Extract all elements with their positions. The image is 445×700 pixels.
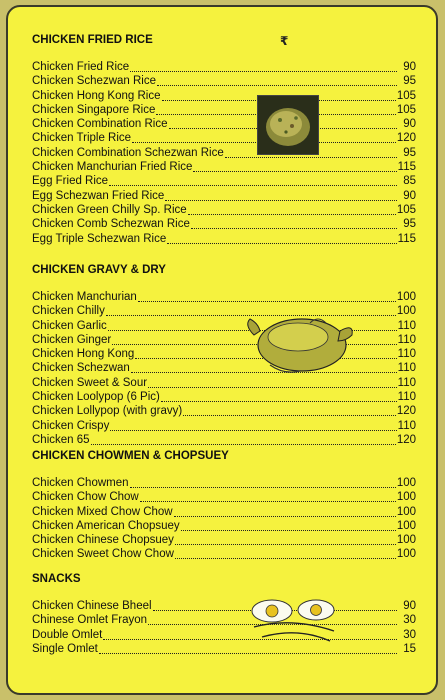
menu-item-name: Chicken Manchurian Fried Rice (32, 161, 193, 174)
leader-dots (181, 521, 396, 531)
menu-item-name: Chicken Schezwan (32, 362, 130, 375)
menu-item-row (32, 89, 416, 103)
menu-item-price: 30 (403, 628, 416, 641)
menu-item-price: 100 (396, 491, 416, 504)
menu-item-row (32, 490, 416, 504)
menu-item-price: 90 (403, 600, 416, 612)
menu-item-row (32, 376, 416, 390)
menu-item-price: 95 (403, 218, 416, 231)
leader-dots (165, 191, 397, 201)
menu-item-name: Chicken Chinese Chopsuey (32, 534, 174, 547)
leader-dots (109, 176, 397, 186)
menu-item-price: 100 (396, 477, 416, 489)
menu-item-row (32, 103, 416, 117)
menu-item-row (32, 642, 416, 656)
menu-item-name: Chicken Fried Rice (32, 61, 130, 73)
menu-page (6, 5, 438, 695)
menu-item-price: 90 (403, 118, 416, 131)
menu-item-price: 100 (396, 548, 416, 561)
menu-item-name: Chinese Omlet Frayon (32, 614, 148, 627)
menu-item-row (32, 347, 416, 361)
menu-item-row (32, 60, 416, 74)
menu-item-name: Chicken Hong Kong Rice (32, 89, 161, 102)
menu-item-row (32, 160, 416, 174)
leader-dots (175, 549, 396, 559)
menu-item-price: 95 (403, 75, 416, 88)
leader-dots (191, 219, 397, 229)
menu-item-row (32, 304, 416, 318)
menu-item-row (32, 404, 416, 418)
menu-item-price: 90 (403, 61, 416, 73)
menu-item-row (32, 613, 416, 627)
menu-item-row (32, 117, 416, 131)
menu-item-name: Egg Fried Rice (32, 175, 109, 188)
menu-item-row (32, 390, 416, 404)
menu-item-price: 95 (403, 146, 416, 159)
leader-dots (167, 234, 396, 244)
menu-item-price: 115 (397, 161, 416, 174)
menu-item-name: Chicken Comb Schezwan Rice (32, 218, 190, 231)
menu-item-row (32, 361, 416, 375)
menu-item-price: 90 (403, 189, 416, 202)
menu-item-price: 120 (396, 433, 416, 446)
menu-item-price: 100 (396, 305, 416, 318)
menu-item-name: Chicken Triple Rice (32, 132, 132, 145)
section-snacks (32, 573, 416, 656)
menu-item-row (32, 433, 416, 447)
menu-item-row (32, 505, 416, 519)
menu-item-row (32, 189, 416, 203)
menu-item-row (32, 74, 416, 88)
section-title: CHICKEN CHOWMEN & CHOPSUEY (32, 450, 229, 462)
menu-item-row (32, 131, 416, 145)
menu-item-row (32, 547, 416, 561)
section-title: CHICKEN FRIED RICE (32, 34, 153, 46)
section-chicken-gravy-dry (32, 264, 416, 447)
menu-item-name: Chicken 65 (32, 433, 90, 446)
section-title: SNACKS (32, 573, 81, 585)
menu-item-row (32, 628, 416, 642)
menu-item-row (32, 290, 416, 304)
fried-rice-photo-icon (257, 95, 319, 155)
leader-dots (183, 406, 396, 416)
leader-dots (130, 62, 397, 72)
menu-item-name: Chicken Chinese Bheel (32, 600, 152, 612)
menu-item-row (32, 519, 416, 533)
leader-dots (157, 76, 397, 86)
menu-item-name: Chicken Combination Schezwan Rice (32, 146, 224, 159)
menu-item-name: Chicken Chowmen (32, 477, 129, 489)
menu-item-name: Chicken Combination Rice (32, 118, 168, 131)
leader-dots (130, 478, 396, 488)
leader-dots (110, 421, 396, 431)
menu-item-price: 110 (397, 376, 416, 389)
menu-item-name: Chicken Sweet Chow Chow (32, 548, 174, 561)
menu-item-name: Chicken Sweet & Sour (32, 376, 148, 389)
menu-item-row (32, 333, 416, 347)
menu-item-price: 100 (396, 534, 416, 547)
menu-item-row (32, 174, 416, 188)
menu-item-name: Chicken Singapore Rice (32, 103, 156, 116)
menu-item-price: 85 (403, 175, 416, 188)
menu-item-name: Chicken Chilly (32, 305, 105, 318)
menu-item-price: 100 (396, 519, 416, 532)
menu-item-name: Chicken Manchurian (32, 291, 137, 303)
roast-chicken-icon (240, 301, 358, 383)
menu-item-name: Chicken Mixed Chow Chow (32, 505, 173, 518)
menu-item-price: 105 (396, 203, 416, 216)
menu-item-price: 110 (397, 391, 416, 404)
menu-item-name: Chicken Chow Chow (32, 491, 139, 504)
menu-item-name: Chicken Ginger (32, 333, 112, 346)
menu-item-name: Single Omlet (32, 642, 98, 655)
menu-item-price: 15 (403, 642, 416, 655)
menu-item-row (32, 476, 416, 490)
menu-item-row (32, 146, 416, 160)
menu-item-name: Chicken Loolypop (6 Pic) (32, 391, 160, 404)
leader-dots (161, 392, 397, 402)
section-chicken-fried-rice (32, 34, 416, 246)
currency-symbol: ₹ (280, 34, 289, 48)
menu-item-row (32, 203, 416, 217)
leader-dots (91, 435, 396, 445)
menu-item-price: 30 (403, 614, 416, 627)
section-title: CHICKEN GRAVY & DRY (32, 264, 166, 276)
menu-item-name: Chicken American Chopsuey (32, 519, 180, 532)
menu-item-row (32, 533, 416, 547)
menu-item-row (32, 319, 416, 333)
menu-item-price: 110 (397, 348, 416, 361)
menu-item-price: 110 (397, 319, 416, 332)
menu-item-price: 110 (397, 419, 416, 432)
fried-egg-icon (242, 597, 342, 647)
menu-item-name: Chicken Schezwan Rice (32, 75, 157, 88)
menu-item-row (32, 217, 416, 231)
leader-dots (193, 162, 396, 172)
leader-dots (140, 492, 396, 502)
section-chicken-chowmen-chopsuey (32, 450, 416, 562)
menu-item-price: 110 (397, 333, 416, 346)
menu-item-price: 105 (396, 103, 416, 116)
leader-dots (174, 507, 396, 517)
menu-item-price: 115 (397, 232, 416, 245)
leader-dots (175, 535, 396, 545)
menu-item-row (32, 599, 416, 613)
menu-item-name: Egg Schezwan Fried Rice (32, 189, 165, 202)
menu-item-price: 110 (397, 362, 416, 375)
menu-item-row (32, 232, 416, 246)
menu-item-name: Egg Triple Schezwan Rice (32, 232, 167, 245)
menu-item-price: 100 (396, 291, 416, 303)
menu-item-row (32, 419, 416, 433)
menu-item-name: Chicken Green Chilly Sp. Rice (32, 203, 187, 216)
menu-item-price: 120 (396, 132, 416, 145)
menu-item-name: Chicken Garlic (32, 319, 107, 332)
menu-item-price: 120 (396, 405, 416, 418)
menu-item-price: 105 (396, 89, 416, 102)
menu-item-name: Chicken Hong Kong (32, 348, 135, 361)
menu-item-name: Chicken Lollypop (with gravy) (32, 405, 183, 418)
menu-item-price: 100 (396, 505, 416, 518)
menu-item-name: Chicken Crispy (32, 419, 110, 432)
menu-item-name: Double Omlet (32, 628, 103, 641)
leader-dots (188, 205, 396, 215)
